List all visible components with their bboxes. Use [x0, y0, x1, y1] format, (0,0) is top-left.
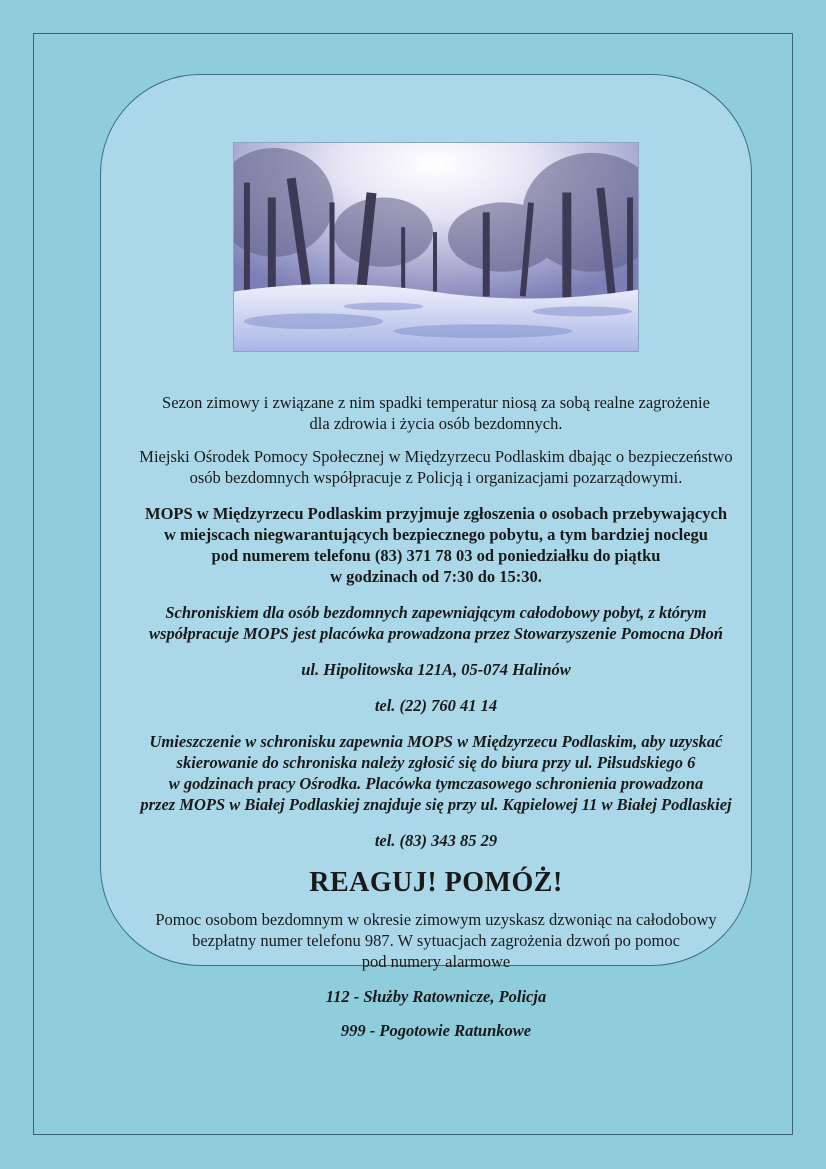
cooperation-line: Miejski Ośrodek Pomocy Społecznej w Międzyrzecu Podlaskim dbając o bezpieczeństwo: [139, 447, 733, 466]
reports-paragraph: [60, 503, 812, 587]
intro-paragraph: [60, 392, 812, 434]
help-line: Pomoc osobom bezdomnym w okresie zimowym uzyskasz dzwoniąc na całodobowy: [155, 910, 717, 929]
placement-line: Umieszczenie w schronisku zapewnia MOPS w Międzyrzecu Podlaskim, aby uzyskać: [149, 732, 723, 751]
reports-line: w miejscach niegwarantujących bezpiecznego pobytu, a tym bardziej noclegu: [164, 525, 708, 544]
intro-line: dla zdrowia i życia osób bezdomnych.: [309, 414, 563, 433]
shelter-paragraph: [60, 602, 812, 644]
winter-forest-photo: [233, 142, 639, 352]
placement-line: w godzinach pracy Ośrodka. Placówka tymczasowego schronienia prowadzona: [168, 774, 704, 793]
shelter-address: ul. Hipolitowska 121A, 05-074 Halinów: [301, 660, 571, 679]
placement-line: skierowanie do schroniska należy zgłosić się do biura przy ul. Piłsudskiego 6: [176, 753, 696, 772]
placement-paragraph: [60, 731, 812, 815]
help-paragraph: [60, 909, 812, 972]
reports-line: pod numerem telefonu (83) 371 78 03 od poniedziałku do piątku: [211, 546, 661, 565]
placement-line: przez MOPS w Białej Podlaskiej znajduje się przy ul. Kąpielowej 11 w Białej Podlaskiej: [140, 795, 732, 814]
headline: REAGUJ! POMÓŻ!: [309, 867, 563, 898]
help-line: pod numery alarmowe: [361, 952, 511, 971]
reports-line: MOPS w Międzyrzecu Podlaskim przyjmuje zgłoszenia o osobach przebywających: [145, 504, 727, 523]
intro-line: Sezon zimowy i związane z nim spadki temperatur niosą za sobą realne zagrożenie: [162, 393, 710, 412]
notice-content: [60, 392, 812, 1041]
reports-line: w godzinach od 7:30 do 15:30.: [330, 567, 542, 586]
emergency-number-999: 999 - Pogotowie Ratunkowe: [340, 1021, 532, 1040]
shelter-phone: tel. (22) 760 41 14: [374, 696, 498, 715]
shelter-line: Schroniskiem dla osób bezdomnych zapewniającym całodobowy pobyt, z którym: [165, 603, 707, 622]
emergency-number-112: 112 - Służby Ratownicze, Policja: [325, 987, 547, 1006]
help-line: bezpłatny numer telefonu 987. W sytuacjach zagrożenia dzwoń po pomoc: [192, 931, 680, 950]
cooperation-line: osób bezdomnych współpracuje z Policją i organizacjami pozarządowymi.: [189, 468, 683, 487]
shelter-line: współpracuje MOPS jest placówka prowadzona przez Stowarzyszenie Pomocna Dłoń: [149, 624, 723, 643]
placement-phone: tel. (83) 343 85 29: [374, 831, 498, 850]
cooperation-paragraph: [60, 446, 812, 488]
